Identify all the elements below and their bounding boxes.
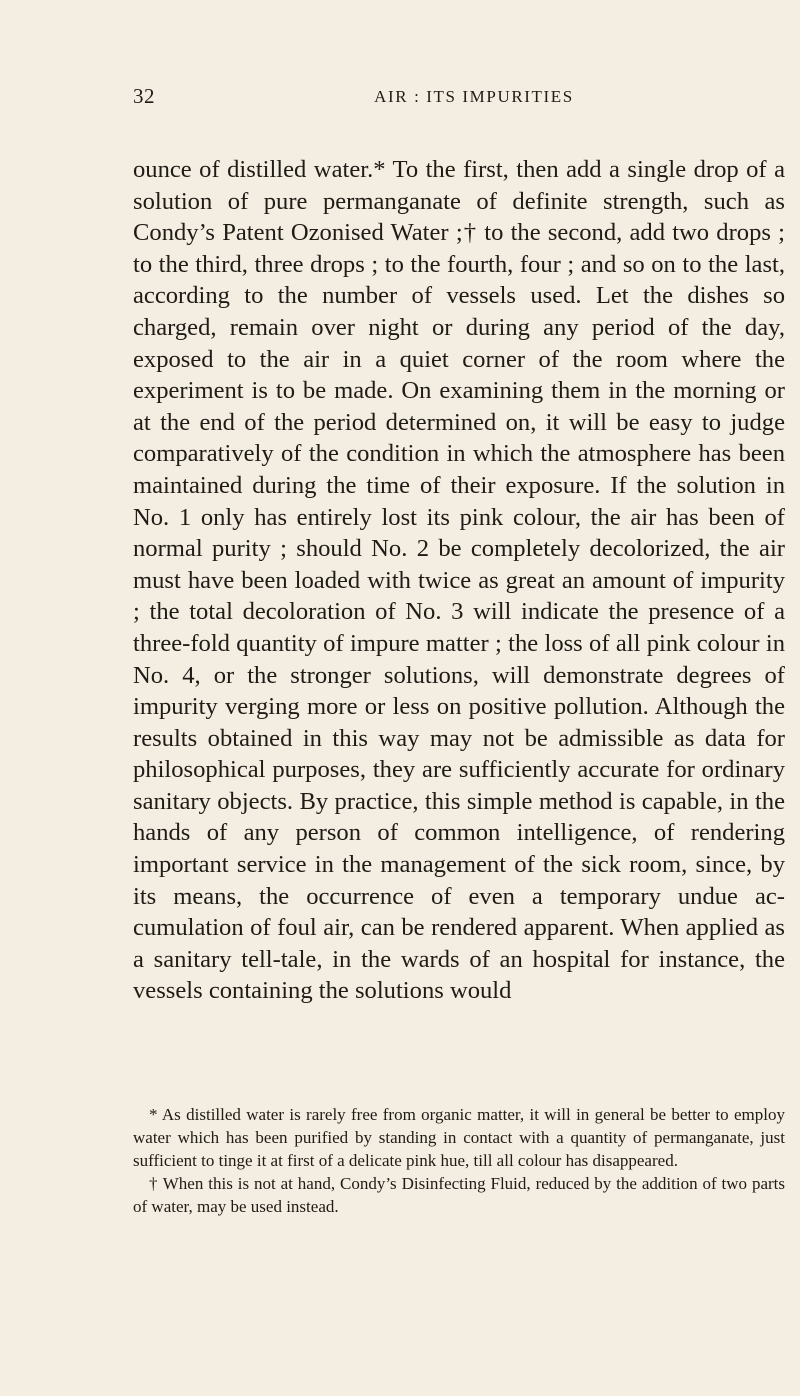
page-header	[133, 84, 785, 114]
footnotes	[133, 1103, 785, 1218]
footnote-1: * As distilled water is rarely free from organic matter, it will in general be better to employ water which has been purified by standing in contact with a quantity of permanganate, just sufficient to tinge it at first of a delicate pink hue, till all colour has disappeared.	[133, 1105, 785, 1170]
running-head: AIR : ITS IMPURITIES	[374, 87, 574, 106]
page-number: 32	[133, 84, 155, 108]
body-paragraph: ounce of distilled water.* To the first, then add a single drop of a solution of pure permanganate of definite strength, such as Condy’s Patent Ozonised Water ;† to the second, add two drops ; to the third, three drops ; to the fourth, four ; and so on to the last, according to the number of vessels used. Let the dishes so charged, remain over night or during any period of the day, exposed to the air in a quiet corner of the room where the experiment is to be made. On examining them in the morning or at the end of the period determined on, it will be easy to judge comparatively of the condition in which the atmosphere has been maintained during the time of their exposure. If the solution in No. 1 only has entirely lost its pink colour, the air has been of normal purity ; should No. 2 be completely decolorized, the air must have been loaded with twice as great an amount of impurity ; the total decoloration of No. 3 will indicate the presence of a three-fold quantity of impure matter ; the loss of all pink colour in No. 4, or the stronger solutions, will demonstrate degrees of impurity verging more or less on positive pollution. Although the results obtained in this way may not be admissible as data for philosophical purposes, they are sufficiently accurate for ordinary sanitary objects. By practice, this simple method is capable, in the hands of any person of common intelligence, of rendering important service in the management of the sick room, since, by its means, the occurrence of even a temporary undue accumulation of foul air, can be rendered apparent. When applied as a sanitary tell-tale, in the wards of an hospital for instance, the vessels containing the solutions would	[133, 156, 785, 1005]
footnote-2: † When this is not at hand, Condy’s Disinfecting Fluid, reduced by the addition of two parts of water, may be used instead.	[133, 1174, 785, 1216]
